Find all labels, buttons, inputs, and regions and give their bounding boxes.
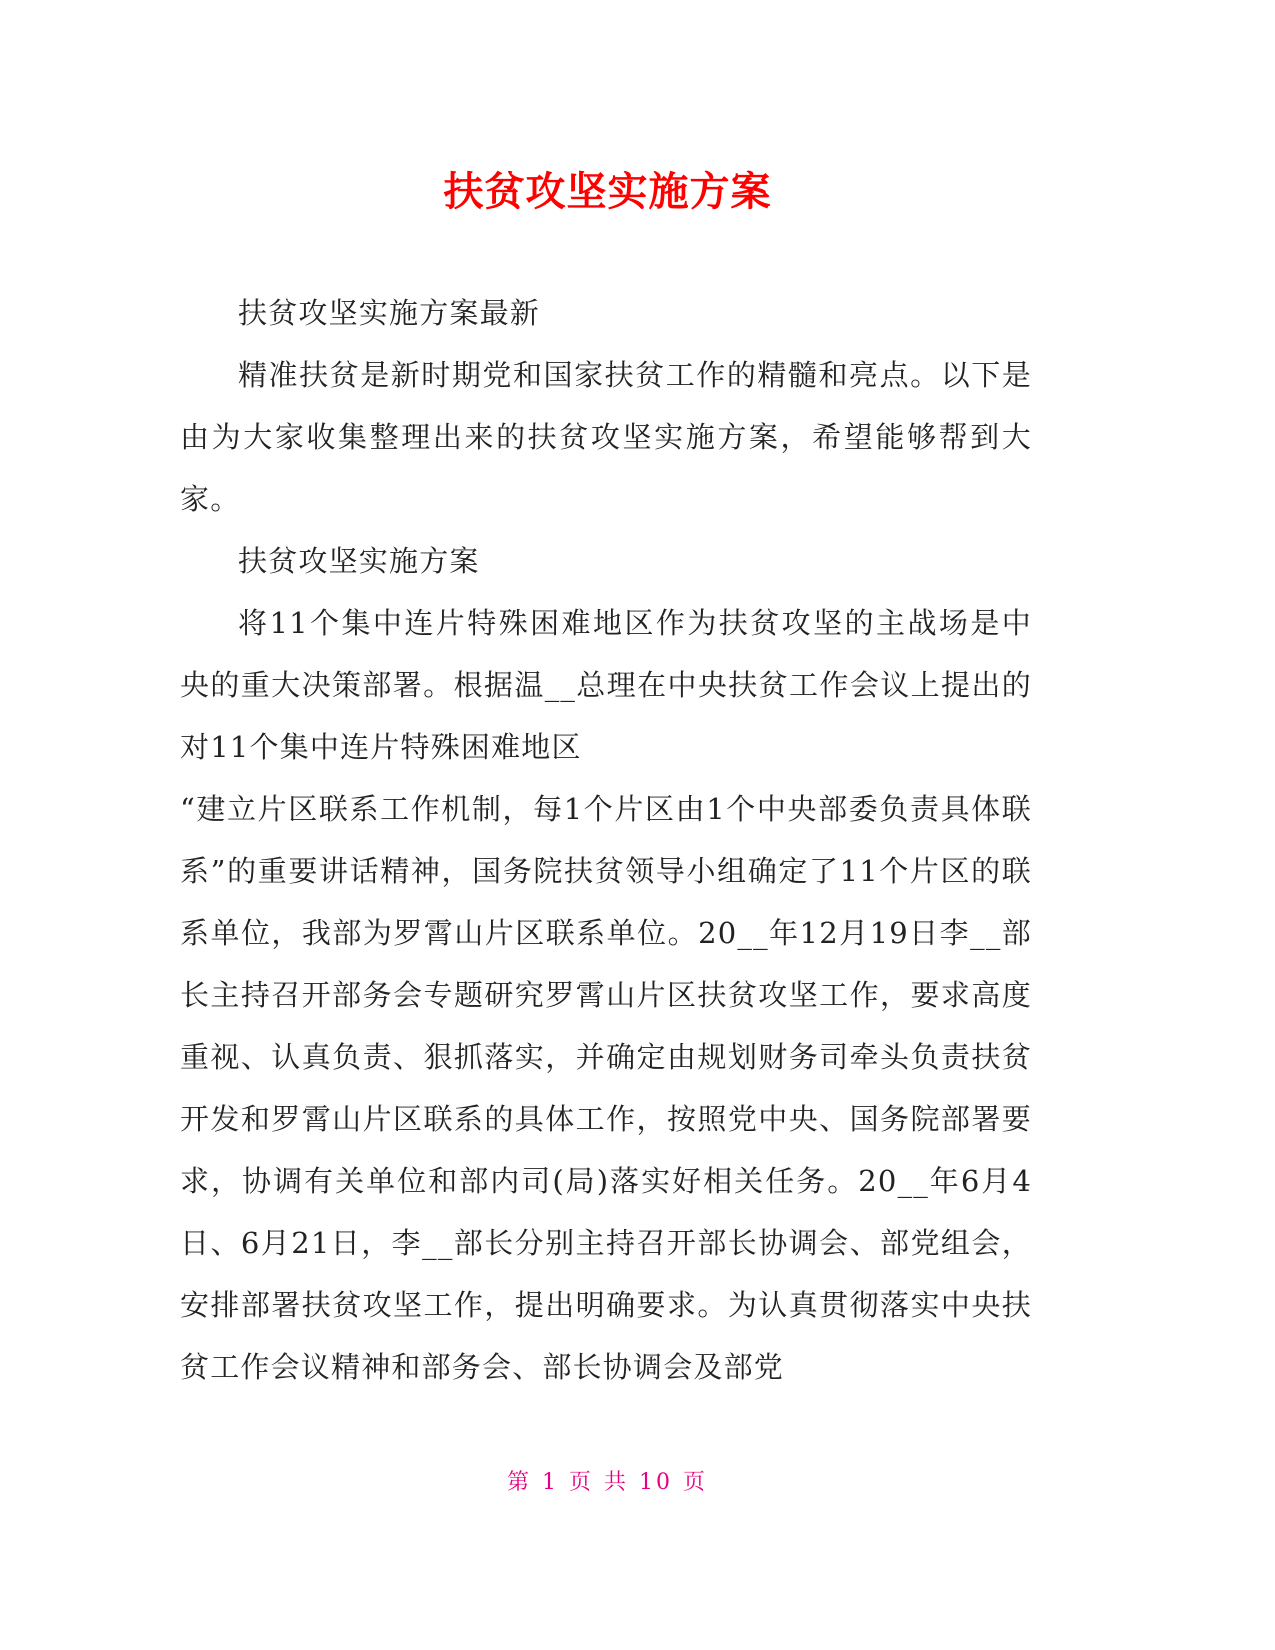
document-title: 扶贫攻坚实施方案	[443, 169, 772, 215]
paragraph-section-heading: 扶贫攻坚实施方案	[238, 544, 480, 578]
document-body	[180, 282, 1032, 1398]
page-number-footer: 第 1 页 共 10 页	[507, 1470, 708, 1495]
paragraph-body-1: 将11个集中连片特殊困难地区作为扶贫攻坚的主战场是中央的重大决策部署。根据温__总理在中央扶贫工作会议上提出的对11个集中连片特殊困难地区	[180, 606, 1032, 764]
paragraph-subtitle: 扶贫攻坚实施方案最新	[238, 296, 541, 330]
paragraph-intro: 精准扶贫是新时期党和国家扶贫工作的精髓和亮点。以下是由为大家收集整理出来的扶贫攻坚实施方案，希望能够帮到大家。	[180, 358, 1032, 516]
paragraph-body-2: “建立片区联系工作机制，每1个片区由1个中央部委负责具体联系”的重要讲话精神，国务院扶贫领导小组确定了11个片区的联系单位，我部为罗霄山片区联系单位。20__年12月19日李__部长主持召开部务会专题研究罗霄山片区扶贫攻坚工作，要求高度重视、认真负责、狠抓落实，并确定由规划财务司牵头负责扶贫开发和罗霄山片区联系的具体工作，按照党中央、国务院部署要求，协调有关单位和部内司(局)落实好相关任务。20__年6月4日、6月21日，李__部长分别主持召开部长协调会、部党组会，安排部署扶贫攻坚工作，提出明确要求。为认真贯彻落实中央扶贫工作会议精神和部务会、部长协调会及部党	[180, 792, 1032, 1384]
